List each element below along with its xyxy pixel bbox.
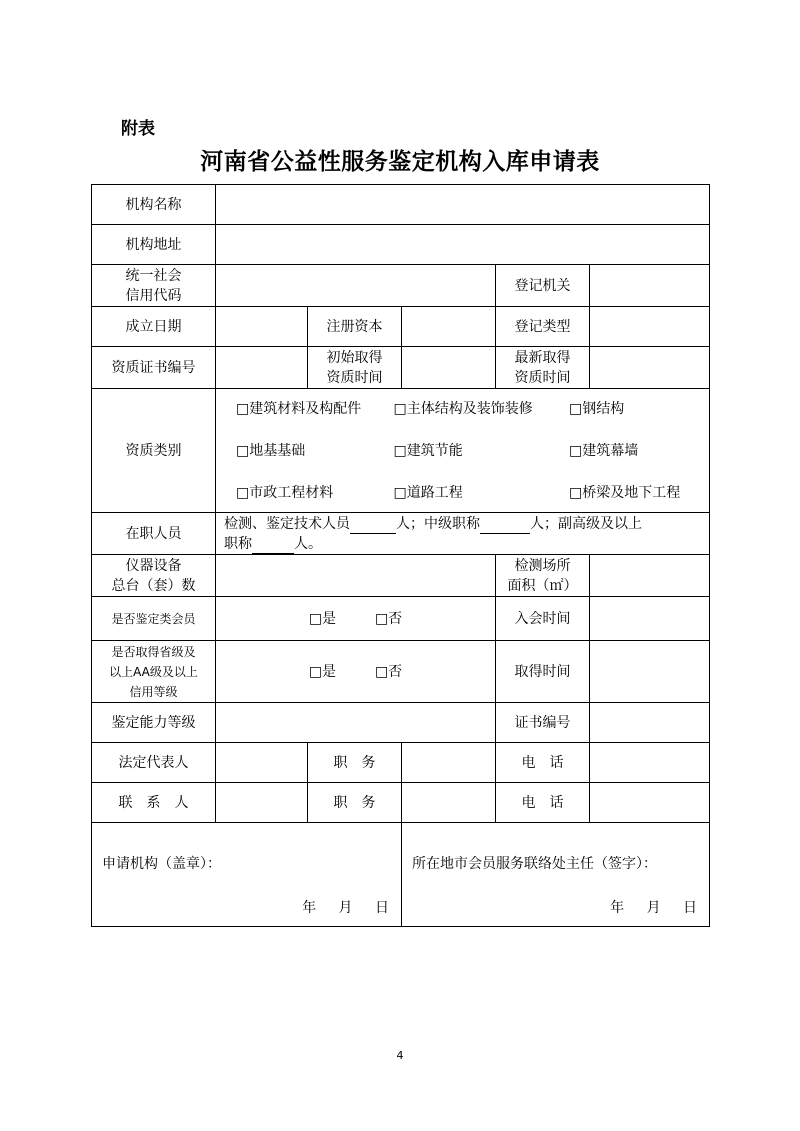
org-address-value[interactable] bbox=[216, 225, 710, 265]
reg-type-value[interactable] bbox=[590, 307, 710, 347]
staff-text-title: 职称 bbox=[224, 535, 252, 552]
cert-number-label: 证书编号 bbox=[496, 703, 590, 743]
credit-code-label bbox=[92, 265, 216, 307]
org-name-label: 机构名称 bbox=[92, 185, 216, 225]
qual-option-bridge-underground[interactable]: □桥梁及地下工程 bbox=[569, 484, 681, 501]
is-member-no-checkbox[interactable]: □否 bbox=[374, 610, 403, 627]
has-rating-no-checkbox[interactable]: □否 bbox=[374, 663, 403, 680]
cert-no-value[interactable] bbox=[216, 347, 308, 389]
is-member-yes-checkbox[interactable]: □是 bbox=[308, 610, 337, 627]
credit-code-value[interactable] bbox=[216, 265, 496, 307]
legal-rep-value[interactable] bbox=[216, 743, 308, 783]
reg-capital-label: 注册资本 bbox=[308, 307, 402, 347]
test-area-label-line1: 检测场所 bbox=[514, 557, 571, 574]
is-member-label: 是否鉴定类会员 bbox=[92, 597, 216, 641]
latest-qual-time-line1: 最新取得 bbox=[514, 349, 571, 366]
contact-position-label: 职 务 bbox=[308, 783, 402, 823]
initial-qual-time-line2: 资质时间 bbox=[326, 369, 383, 386]
reg-capital-value[interactable] bbox=[402, 307, 496, 347]
qual-option-row bbox=[216, 399, 709, 419]
table-row bbox=[92, 555, 710, 597]
staff-text-intermediate: 人；中级职称 bbox=[396, 515, 480, 532]
has-rating-label-line3: 信用等级 bbox=[129, 684, 178, 699]
applicant-date-month: 月 bbox=[338, 900, 353, 916]
staff-text-end: 人。 bbox=[294, 535, 322, 552]
qual-category-label: 资质类别 bbox=[92, 389, 216, 513]
initial-qual-time-label bbox=[308, 347, 402, 389]
reg-authority-value[interactable] bbox=[590, 265, 710, 307]
qual-option-building-materials[interactable]: □建筑材料及构配件 bbox=[236, 400, 362, 417]
technical-staff-count-blank[interactable] bbox=[350, 517, 396, 534]
contact-phone-label: 电 话 bbox=[496, 783, 590, 823]
applicant-date-year: 年 bbox=[302, 900, 317, 916]
test-area-value[interactable] bbox=[590, 555, 710, 597]
reg-type-label: 登记类型 bbox=[496, 307, 590, 347]
table-row bbox=[92, 307, 710, 347]
applicant-seal-label: 申请机构（盖章）： bbox=[102, 856, 221, 872]
latest-qual-time-label bbox=[496, 347, 590, 389]
appendix-label: 附表 bbox=[121, 119, 155, 139]
legal-rep-phone-value[interactable] bbox=[590, 743, 710, 783]
latest-qual-time-line2: 资质时间 bbox=[514, 369, 571, 386]
qual-option-row bbox=[216, 483, 709, 503]
staff-text-technical: 检测、鉴定技术人员 bbox=[224, 515, 350, 532]
cert-no-label: 资质证书编号 bbox=[92, 347, 216, 389]
has-rating-label-line1: 是否取得省级及 bbox=[111, 644, 196, 659]
qual-option-energy-saving[interactable]: □建筑节能 bbox=[393, 442, 463, 459]
applicant-date bbox=[284, 898, 389, 918]
table-row bbox=[92, 703, 710, 743]
table-row bbox=[92, 185, 710, 225]
applicant-date-day: 日 bbox=[375, 900, 389, 916]
table-row bbox=[92, 225, 710, 265]
has-rating-yes-checkbox[interactable]: □是 bbox=[308, 663, 337, 680]
table-row bbox=[92, 641, 710, 703]
table-row bbox=[92, 597, 710, 641]
credit-code-label-line2: 信用代码 bbox=[125, 287, 182, 304]
director-signature-label: 所在地市会员服务联络处主任（签字）： bbox=[412, 856, 657, 872]
staff-text-senior: 人；副高级及以上 bbox=[530, 515, 642, 532]
equipment-label bbox=[92, 555, 216, 597]
equipment-label-line2: 总台（套）数 bbox=[111, 577, 196, 594]
initial-qual-time-line1: 初始取得 bbox=[326, 349, 383, 366]
director-signature-cell[interactable] bbox=[402, 823, 710, 927]
table-row bbox=[92, 823, 710, 927]
obtain-time-value[interactable] bbox=[590, 641, 710, 703]
ability-level-label: 鉴定能力等级 bbox=[92, 703, 216, 743]
org-address-label: 机构地址 bbox=[92, 225, 216, 265]
est-date-label: 成立日期 bbox=[92, 307, 216, 347]
qual-option-steel-structure[interactable]: □钢结构 bbox=[569, 400, 625, 417]
director-date bbox=[592, 898, 697, 918]
table-row bbox=[92, 783, 710, 823]
table-row bbox=[92, 513, 710, 555]
is-member-options bbox=[216, 597, 496, 641]
applicant-signature-cell[interactable] bbox=[92, 823, 402, 927]
contact-position-value[interactable] bbox=[402, 783, 496, 823]
obtain-time-label: 取得时间 bbox=[496, 641, 590, 703]
table-row bbox=[92, 347, 710, 389]
org-name-value[interactable] bbox=[216, 185, 710, 225]
equipment-label-line1: 仪器设备 bbox=[125, 557, 182, 574]
qual-option-foundation[interactable]: □地基基础 bbox=[236, 442, 306, 459]
legal-rep-position-value[interactable] bbox=[402, 743, 496, 783]
director-date-month: 月 bbox=[646, 900, 661, 916]
credit-code-label-line1: 统一社会 bbox=[125, 267, 182, 284]
test-area-label-line2: 面积（㎡） bbox=[507, 577, 578, 594]
has-rating-label-line2: 以上AA级及以上 bbox=[109, 664, 198, 679]
test-area-label bbox=[496, 555, 590, 597]
reg-authority-label: 登记机关 bbox=[496, 265, 590, 307]
senior-title-count-blank[interactable] bbox=[252, 537, 294, 554]
equipment-value[interactable] bbox=[216, 555, 496, 597]
director-date-day: 日 bbox=[683, 900, 698, 916]
application-form-table bbox=[91, 184, 710, 927]
est-date-value[interactable] bbox=[216, 307, 308, 347]
has-rating-options bbox=[216, 641, 496, 703]
legal-rep-phone-label: 电 话 bbox=[496, 743, 590, 783]
has-rating-label bbox=[92, 641, 216, 703]
table-row bbox=[92, 389, 710, 513]
staff-label: 在职人员 bbox=[92, 513, 216, 555]
contact-phone-value[interactable] bbox=[590, 783, 710, 823]
join-time-value[interactable] bbox=[590, 597, 710, 641]
qual-option-row bbox=[216, 441, 709, 461]
latest-qual-time-value[interactable] bbox=[590, 347, 710, 389]
ability-level-value[interactable] bbox=[216, 703, 496, 743]
qual-option-municipal-materials[interactable]: □市政工程材料 bbox=[236, 484, 334, 501]
legal-rep-label: 法定代表人 bbox=[92, 743, 216, 783]
contact-value[interactable] bbox=[216, 783, 308, 823]
cert-number-value[interactable] bbox=[590, 703, 710, 743]
qual-option-curtain-wall[interactable]: □建筑幕墙 bbox=[569, 442, 639, 459]
qual-option-main-structure[interactable]: □主体结构及装饰装修 bbox=[393, 400, 533, 417]
initial-qual-time-value[interactable] bbox=[402, 347, 496, 389]
join-time-label: 入会时间 bbox=[496, 597, 590, 641]
page-number: 4 bbox=[396, 1049, 404, 1062]
contact-label: 联 系 人 bbox=[92, 783, 216, 823]
director-date-year: 年 bbox=[610, 900, 625, 916]
intermediate-title-count-blank[interactable] bbox=[480, 517, 530, 534]
table-row bbox=[92, 265, 710, 307]
legal-rep-position-label: 职 务 bbox=[308, 743, 402, 783]
staff-value bbox=[216, 513, 710, 555]
qual-category-options bbox=[216, 389, 710, 513]
qual-option-road-engineering[interactable]: □道路工程 bbox=[393, 484, 463, 501]
table-row bbox=[92, 743, 710, 783]
form-title: 河南省公益性服务鉴定机构入库申请表 bbox=[200, 148, 600, 175]
